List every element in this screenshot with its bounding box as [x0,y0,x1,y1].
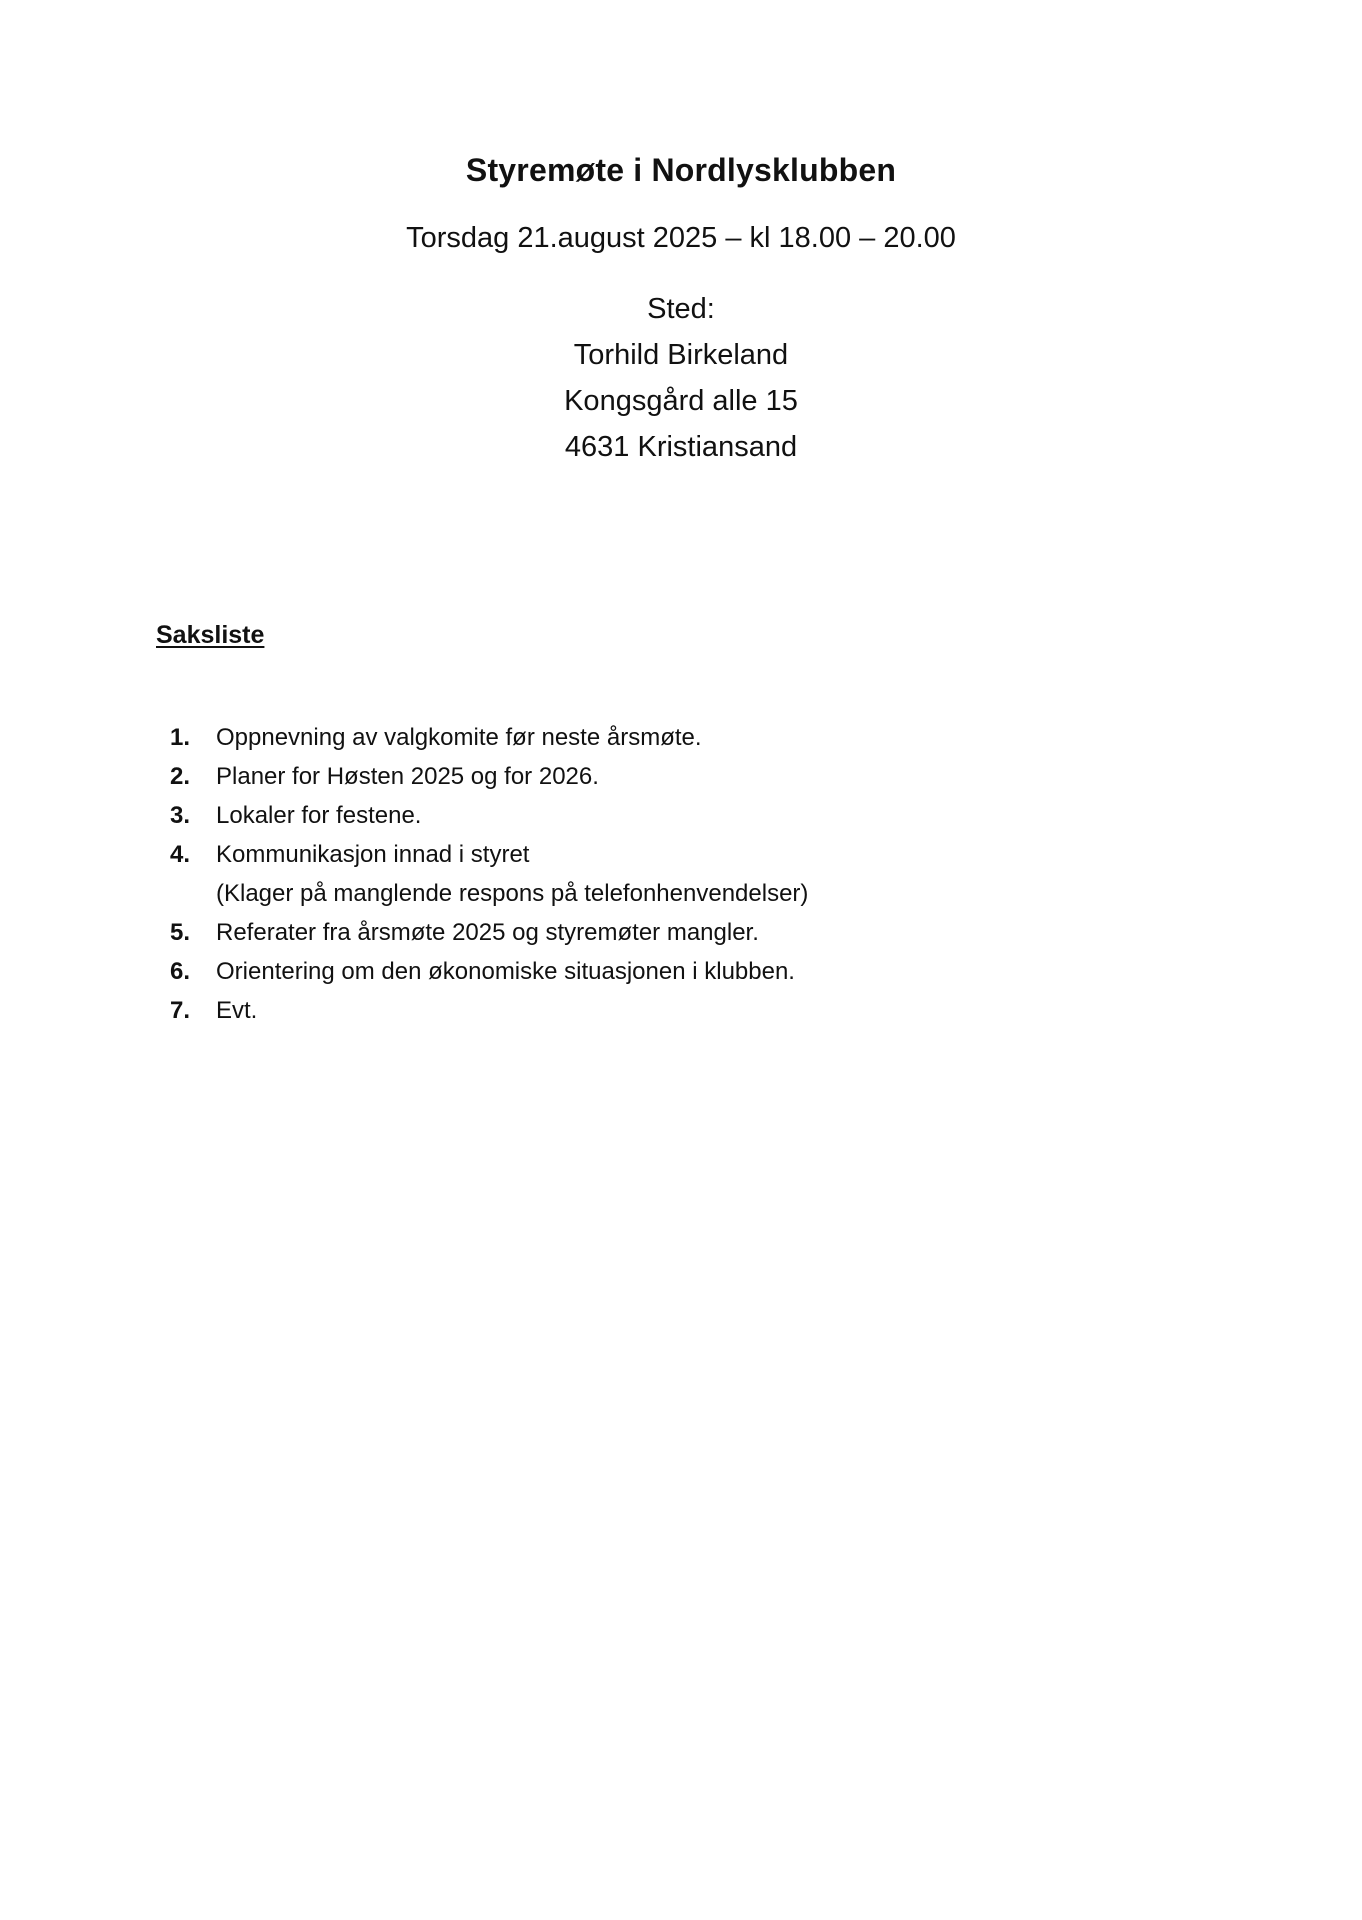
agenda-item-number: 7. [170,997,191,1024]
agenda-item-number: 1. [170,724,191,751]
agenda-list [170,718,808,1030]
agenda-item [170,952,808,991]
agenda-item-body [216,835,808,913]
agenda-item [170,757,808,796]
agenda-item-text: Lokaler for festene. [216,802,422,829]
agenda-item-text: Referater fra årsmøte 2025 og styremøter mangler. [216,919,759,946]
location-street: Kongsgård alle 15 [564,385,798,417]
agenda-item [170,913,808,952]
agenda-item-number: 6. [170,958,191,985]
agenda-item-text: Oppnevning av valgkomite før neste årsmøte. [216,724,702,751]
meeting-location [0,286,1362,470]
location-name: Torhild Birkeland [573,339,789,371]
location-label: Sted: [647,293,715,325]
agenda-item-text: Orientering om den økonomiske situasjonen i klubben. [216,958,795,985]
location-city: 4631 Kristiansand [564,431,798,463]
agenda-item-subtext: (Klager på manglende respons på telefonhenvendelser) [216,880,809,907]
agenda-item-number: 5. [170,919,191,946]
agenda-item-number: 2. [170,763,191,790]
agenda-heading: Saksliste [156,621,265,649]
agenda-item-number: 4. [170,841,191,868]
agenda-item-text: Evt. [216,997,258,1024]
agenda-item [170,991,808,1030]
document-title: Styremøte i Nordlysklubben [465,152,897,188]
agenda-item [170,796,808,835]
agenda-item-text: Kommunikasjon innad i styret [216,841,530,868]
meeting-datetime: Torsdag 21.august 2025 – kl 18.00 – 20.00 [406,222,956,254]
agenda-item-number: 3. [170,802,191,829]
agenda-item [170,718,808,757]
agenda-item [170,835,808,913]
agenda-item-text: Planer for Høsten 2025 og for 2026. [216,763,599,790]
